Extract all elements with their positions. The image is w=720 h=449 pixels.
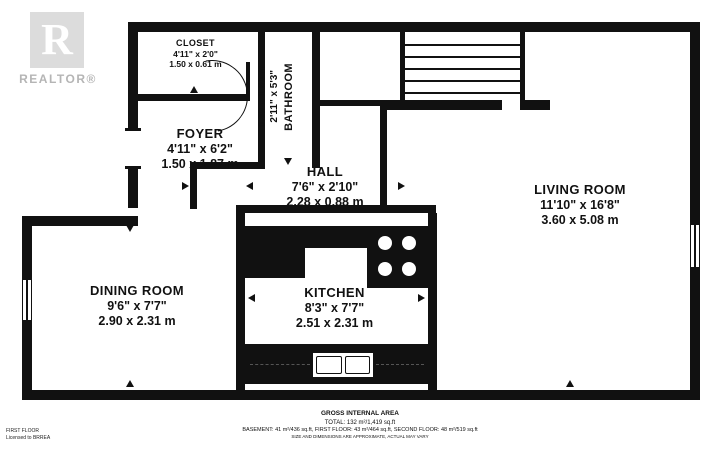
kitchen-dim-metric: 2.51 x 2.31 m [295, 316, 374, 331]
counter-edge-dashed-right [376, 364, 424, 365]
room-label-kitchen [252, 285, 417, 331]
foyer-dim-imperial: 4'11" x 6'2" [167, 141, 233, 156]
dining-name: DINING ROOM [90, 283, 184, 298]
living-name: LIVING ROOM [534, 182, 626, 197]
license-note [6, 428, 50, 441]
footer-line-1: GROSS INTERNAL AREA [320, 410, 399, 417]
window-left-line [26, 280, 28, 320]
foyer-name: FOYER [176, 126, 224, 141]
stair-tread-5 [405, 92, 520, 94]
closet-dim-metric: 1.50 x 0.61 m [169, 59, 222, 70]
wall-stair-right [520, 32, 525, 108]
footer-line-2: TOTAL: 132 m²/1,419 sq.ft [324, 419, 396, 426]
room-label-closet [148, 38, 243, 70]
hall-dim-imperial: 7'6" x 2'10" [291, 179, 359, 194]
dining-dim-imperial: 9'6" x 7'7" [107, 298, 167, 313]
license-line-1: FIRST FLOOR [6, 428, 39, 434]
dining-dim-metric: 2.90 x 2.31 m [98, 314, 176, 329]
wall-right [690, 22, 700, 400]
closet-name: CLOSET [176, 38, 215, 48]
bathroom-name: BATHROOM [283, 62, 296, 131]
living-dim-metric: 3.60 x 5.08 m [541, 213, 619, 228]
wall-foyer-right [190, 169, 197, 209]
stair-tread-4 [405, 80, 520, 82]
flow-arrow-dining-down [126, 225, 134, 232]
burner-1 [378, 236, 392, 250]
footer-area-summary [0, 410, 720, 440]
burner-4 [402, 262, 416, 276]
door-leaf-foyer [246, 62, 250, 98]
closet-dim-imperial: 4'11" x 2'0" [173, 48, 218, 59]
burner-3 [378, 262, 392, 276]
wall-stair-landing-right [520, 100, 550, 110]
burner-2 [402, 236, 416, 250]
wall-stair-landing [387, 100, 502, 110]
counter-edge-dashed [250, 364, 310, 365]
wall-kitchen-left [236, 213, 245, 391]
room-label-living [480, 182, 680, 228]
living-dim-imperial: 11'10" x 16'8" [540, 197, 620, 212]
kitchen-dim-imperial: 8'3" x 7'7" [304, 300, 365, 315]
wall-top [128, 22, 700, 32]
sink-bowl-left [316, 356, 342, 374]
flow-arrow-living-bottom [566, 380, 574, 387]
hall-dim-metric: 2.28 x 0.88 m [286, 195, 364, 210]
wall-hall-jog [320, 100, 387, 106]
footer-line-4: SIZE AND DIMENSIONS ARE APPROXIMATE, ACTUAL MAY VARY [291, 434, 429, 440]
room-label-hall [245, 164, 405, 210]
bathroom-dim-imperial: 2'11" x 5'3" [268, 69, 280, 123]
stair-tread-2 [405, 56, 520, 58]
wall-mid-left [22, 216, 138, 226]
flow-arrow-kitchen-right [418, 294, 425, 302]
stair-tread-1 [405, 44, 520, 46]
wall-upper-left [128, 22, 138, 208]
flow-arrow-dining-bottom [126, 380, 134, 387]
counter-upper-right [305, 226, 367, 248]
wall-kitchen-right [428, 213, 437, 391]
foyer-dim-metric: 1.50 x 1.87 m [161, 157, 239, 172]
room-label-dining [52, 283, 222, 329]
hall-name: HALL [306, 164, 344, 179]
footer-line-3: BASEMENT: 41 m²/436 sq.ft, FIRST FLOOR: 43 m²/464 sq.ft, SECOND FLOOR: 48 m²/519 sq.ft [242, 426, 478, 433]
kitchen-name: KITCHEN [304, 285, 365, 300]
sink-bowl-right [345, 356, 370, 374]
counter-upper [245, 226, 305, 278]
window-right-line [694, 225, 696, 267]
flow-arrow-closet-up [190, 86, 198, 93]
realtor-logo [8, 12, 108, 102]
flow-arrow-foyer-right [182, 182, 189, 190]
counter-range-block [367, 226, 428, 288]
room-label-bathroom [283, 22, 297, 172]
stair-tread-3 [405, 68, 520, 70]
bathroom-dim-metric: 0.89 x 1.60 m [256, 65, 268, 128]
license-line-2: Licensed to BRREA [6, 434, 51, 441]
realtor-logo-letter: R [41, 15, 73, 64]
realtor-wordmark: REALTOR® [19, 72, 97, 86]
wall-bottom [22, 390, 700, 400]
wall-bath-right [312, 22, 320, 168]
